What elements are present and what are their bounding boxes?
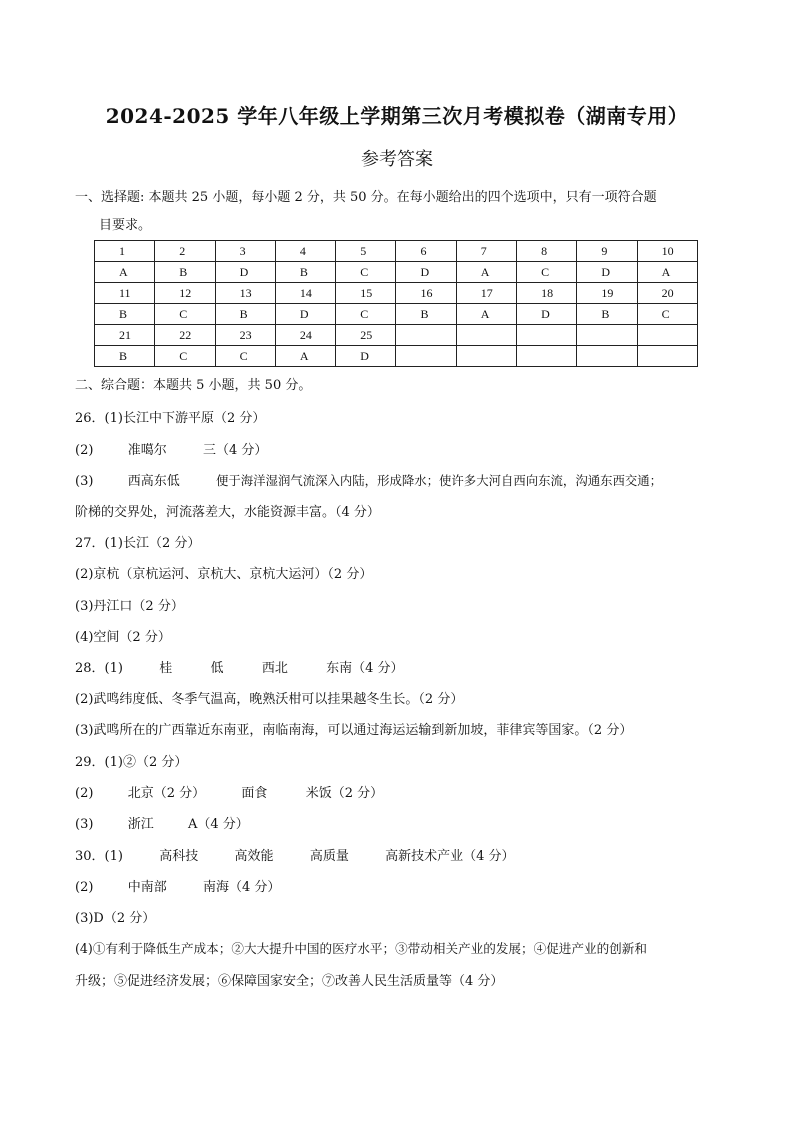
q28-line2: (2)武鸣纬度低、冬季气温高，晚熟沃柑可以挂果越冬生长。（2 分） (75, 692, 464, 707)
q26-part3-answer-a: 西高东低 (127, 474, 180, 489)
q30-answer-a: 高科技 (159, 849, 199, 864)
answer-table-cell: 18 (517, 283, 577, 304)
q30-answer-d: 高新技术产业（4 分） (385, 849, 515, 864)
answer-table-cell: A (637, 262, 697, 283)
answer-table-row (95, 283, 698, 304)
answer-table-cell (637, 346, 697, 367)
answer-table-cell (577, 346, 637, 367)
answer-table-cell: 9 (577, 241, 637, 262)
answer-table-cell (637, 325, 697, 346)
q29-answer-d: 浙江 (127, 817, 154, 832)
q26-part2-answer-b: 三（4 分） (203, 443, 268, 458)
answer-table-cell: C (637, 304, 697, 325)
q30-answer-b: 高效能 (234, 849, 274, 864)
answer-table-cell: 20 (637, 283, 697, 304)
answer-table-cell (517, 325, 577, 346)
q28-answer-d: 东南（4 分） (326, 661, 404, 676)
q26-line4: 阶梯的交界处，河流落差大，水能资源丰富。（4 分） (75, 505, 380, 520)
answer-table-cell: C (517, 262, 577, 283)
q26-part2-answer-a: 准噶尔 (127, 443, 167, 458)
answer-table-cell: 23 (215, 325, 275, 346)
answer-table-cell: C (336, 262, 396, 283)
answer-table-cell: 15 (336, 283, 396, 304)
answer-table-cell: D (577, 262, 637, 283)
q30-answer-e: 中南部 (127, 880, 167, 895)
answer-table-row (95, 325, 698, 346)
answer-table-cell: 24 (275, 325, 335, 346)
q29-answer-b: 面食 (241, 786, 268, 801)
q29-answer-e: A（4 分） (188, 817, 249, 832)
answer-table-cell: 25 (336, 325, 396, 346)
answer-table-cell: A (456, 304, 516, 325)
q28-answer-a: 桂 (159, 661, 173, 676)
answer-table-cell: C (215, 346, 275, 367)
q28-answer-b: 低 (210, 661, 224, 676)
answer-table-cell: 2 (155, 241, 215, 262)
answer-table-cell: 19 (577, 283, 637, 304)
answer-table-cell: 14 (275, 283, 335, 304)
page-title: 2024-2025 学年八年级上学期第三次月考模拟卷（湖南专用） (105, 104, 689, 128)
answer-table-cell: 5 (336, 241, 396, 262)
answer-table-cell (456, 325, 516, 346)
q26-line3 (75, 470, 662, 489)
answer-table-cell: D (336, 346, 396, 367)
answer-table-cell: D (215, 262, 275, 283)
q27-line3: (3)丹江口（2 分） (75, 599, 184, 614)
q29-line2 (75, 782, 383, 801)
q26-part3-answer-b: 便于海洋湿润气流深入内陆，形成降水；使许多大河自西向东流，沟通东西交通； (216, 473, 663, 488)
answer-table-cell: 1 (95, 241, 155, 262)
answer-table-cell: 10 (637, 241, 697, 262)
answer-table-cell: 8 (517, 241, 577, 262)
q30-line2 (75, 876, 280, 895)
answer-table-cell: D (396, 262, 456, 283)
answer-table-cell: D (275, 304, 335, 325)
answer-table-cell: B (275, 262, 335, 283)
answer-table-cell: 6 (396, 241, 456, 262)
answer-table-cell: D (517, 304, 577, 325)
answer-table-cell: B (155, 262, 215, 283)
q29-answer-c: 米饭（2 分） (305, 786, 384, 801)
answer-table-cell: 21 (95, 325, 155, 346)
q27-line2: (2)京杭（京杭运河、京杭大、京杭大运河）（2 分） (75, 567, 373, 582)
answer-table-cell: 7 (456, 241, 516, 262)
answer-table-cell (577, 325, 637, 346)
answer-table-cell: 16 (396, 283, 456, 304)
section1-instructions (75, 184, 725, 240)
answer-table-cell (456, 346, 516, 367)
answer-table-cell: B (577, 304, 637, 325)
q30-line3: (3)D（2 分） (75, 911, 156, 926)
answer-table-cell: 13 (215, 283, 275, 304)
answer-table-row (95, 304, 698, 325)
answer-table (94, 240, 698, 367)
answer-table-row (95, 262, 698, 283)
q26-line1: 26．(1)长江中下游平原（2 分） (75, 411, 266, 426)
q27-line4: (4)空间（2 分） (75, 630, 171, 645)
q29-answer-a: 北京（2 分） (127, 786, 206, 801)
answer-table-cell: A (456, 262, 516, 283)
answer-table-cell: 4 (275, 241, 335, 262)
q29-line1: 29．(1)②（2 分） (75, 755, 188, 770)
q27-line1: 27．(1)长江（2 分） (75, 536, 201, 551)
q30-part2-label: (2) (75, 880, 94, 895)
answer-table-cell: B (95, 346, 155, 367)
q28-line1 (75, 657, 404, 676)
q30-line4: (4)①有利于降低生产成本；②大大提升中国的医疗水平；③带动相关产业的发展；④促进产业的创新和 (75, 941, 647, 956)
answer-table-cell: 12 (155, 283, 215, 304)
answer-table-cell (517, 346, 577, 367)
answer-table-cell: 11 (95, 283, 155, 304)
q26-part3-label: (3) (75, 474, 94, 489)
answer-table-cell: B (95, 304, 155, 325)
answer-table-cell: C (155, 304, 215, 325)
q30-answer-f: 南海（4 分） (203, 880, 281, 895)
answer-table-cell: B (396, 304, 456, 325)
q28-part1-label: 28．(1) (75, 661, 123, 676)
answer-table-cell (396, 346, 456, 367)
q30-part1-label: 30．(1) (75, 849, 123, 864)
q28-line3: (3)武鸣所在的广西靠近东南亚，南临南海，可以通过海运运输到新加坡，菲律宾等国家。（2 分） (75, 723, 633, 738)
q29-part3-label: (3) (75, 817, 94, 832)
answer-table-cell: A (275, 346, 335, 367)
answer-table-cell: B (215, 304, 275, 325)
answer-table-cell: C (155, 346, 215, 367)
answer-table-cell: 17 (456, 283, 516, 304)
q29-line3 (75, 813, 249, 832)
q28-answer-c: 西北 (261, 661, 288, 676)
answer-table-cell: 3 (215, 241, 275, 262)
section1-line2: 目要求。 (99, 218, 152, 233)
q26-part2-label: (2) (75, 443, 94, 458)
answer-table-cell: C (336, 304, 396, 325)
section2-heading: 二、综合题：本题共 5 小题，共 50 分。 (75, 378, 312, 393)
q30-answer-c: 高质量 (309, 849, 349, 864)
section1-line1: 一、选择题: 本题共 25 小题，每小题 2 分，共 50 分。在每小题给出的四个选项中，只有一项符合题 (75, 190, 657, 205)
q30-line1 (75, 845, 515, 864)
answer-table-cell (396, 325, 456, 346)
q29-part2-label: (2) (75, 786, 94, 801)
q26-line2 (75, 439, 267, 458)
answer-table-cell: 22 (155, 325, 215, 346)
q30-line5: 升级；⑤促进经济发展；⑥保障国家安全；⑦改善人民生活质量等（4 分） (75, 974, 504, 989)
answer-table-cell: A (95, 262, 155, 283)
answer-table-row (95, 241, 698, 262)
page-subtitle: 参考答案 (361, 149, 433, 170)
answer-table-row (95, 346, 698, 367)
